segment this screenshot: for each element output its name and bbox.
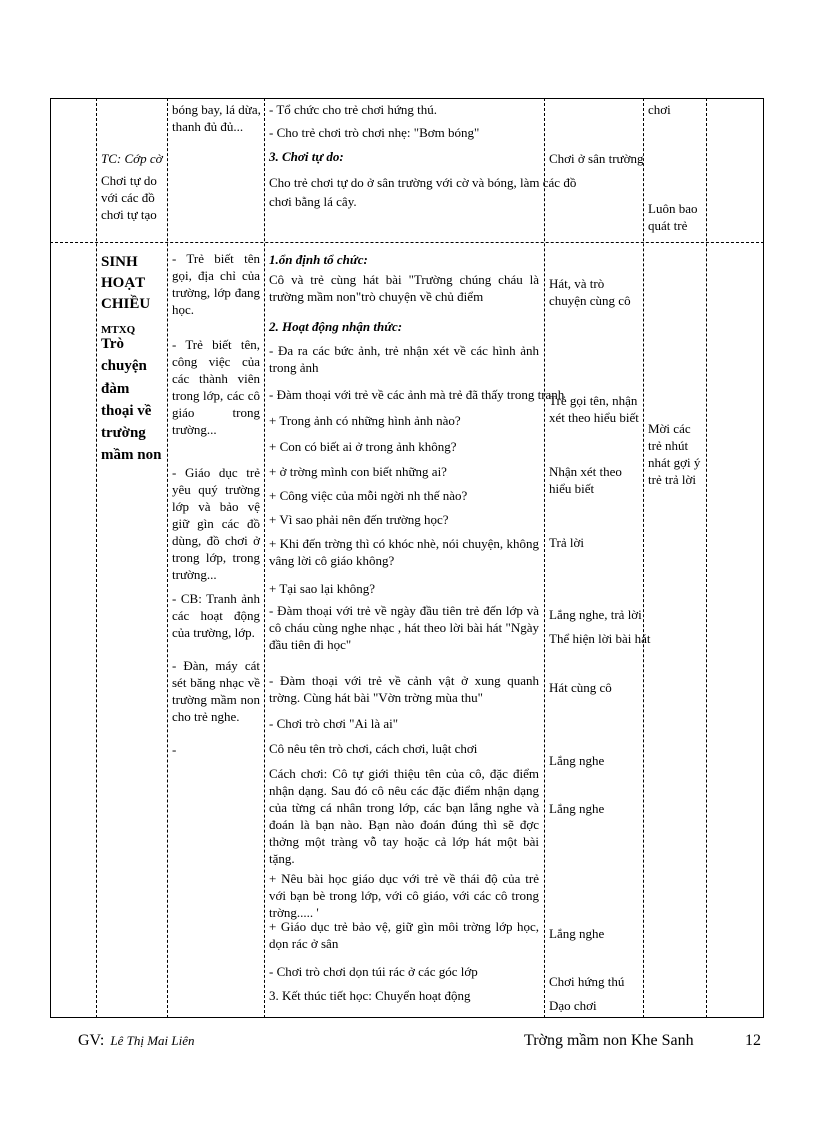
- section-heading: 3. Chơi tự do:: [269, 149, 344, 164]
- teacher-label: GV:: [78, 1032, 105, 1049]
- row1-text: quát trẻ: [648, 218, 688, 233]
- activity-line: - Đàm thoại với trẻ về cảnh vật ở xung quanh trờng. Cùng hát bài "Vờn trờng mùa thu": [269, 673, 539, 705]
- child-activity: Lắng nghe: [549, 801, 605, 816]
- activity-line: - Đàm thoại với trẻ về các ảnh mà trẻ đã thấy trong tranh: [269, 387, 565, 402]
- row1-text: Cho trẻ chơi tự do ở sân trường với cờ và bóng, làm các đồ: [269, 175, 577, 190]
- child-activity: Lắng nghe: [549, 926, 605, 941]
- title-line: SINH: [101, 254, 138, 270]
- row1-text: - Tổ chức cho trẻ chơi hứng thú.: [269, 102, 438, 117]
- activity-line: Cô nêu tên trò chơi, cách chơi, luật chơi: [269, 741, 478, 756]
- activity-line: - Chơi trò chơi "Ai là ai": [269, 716, 399, 731]
- column-divider: [643, 98, 644, 1018]
- activity-line: - Đa ra các bức ảnh, trẻ nhận xét về các hình ảnh trong ảnh: [269, 343, 539, 375]
- child-activity: Dạo chơi: [549, 998, 597, 1013]
- goal-item: -: [172, 742, 177, 757]
- table-top-border: [50, 98, 764, 99]
- topic-line: chuyện: [101, 358, 147, 374]
- row1-text: chơi: [648, 102, 671, 117]
- row1-text: bóng bay, lá dừa,: [172, 102, 261, 117]
- child-activity: Thể hiện lời bài hát: [549, 631, 651, 646]
- child-activity: Trả lời: [549, 535, 584, 550]
- table-bottom-border: [50, 1017, 764, 1018]
- topic-line: Trò: [101, 336, 125, 352]
- child-activity: Chơi hứng thú: [549, 974, 625, 989]
- column-divider: [706, 98, 707, 1018]
- note-line: nhát gợi ý: [648, 455, 701, 470]
- activity-line: + Tại sao lại không?: [269, 581, 376, 596]
- row1-text: Luôn bao: [648, 201, 698, 216]
- activity-line: - Chơi trò chơi dọn túi rác ở các góc lớp: [269, 964, 478, 979]
- footer-school: Trờng mầm non Khe Sanh: [524, 1032, 694, 1049]
- subject-label: MTXQ: [101, 324, 136, 336]
- goal-item: - Đàn, máy cát sét băng nhạc về trường mầm non cho trẻ nghe.: [172, 658, 260, 724]
- activity-line: + ở trờng mình con biết những ai?: [269, 464, 447, 479]
- topic-line: mầm non: [101, 447, 162, 463]
- topic-line: trường: [101, 425, 146, 441]
- teacher-name: Lê Thị Mai Liên: [110, 1033, 195, 1048]
- activity-line: + Giáo dục trẻ bảo vệ, giữ gìn môi trờng lớp học, dọn rác ở sân: [269, 919, 539, 951]
- row1-text: - Cho trẻ chơi trò chơi nhẹ: "Bơm bóng": [269, 125, 480, 140]
- topic-line: thoại về: [101, 403, 152, 419]
- note-line: trẻ nhút: [648, 438, 689, 453]
- activity-line: 3. Kết thúc tiết học: Chuyển hoạt động: [269, 988, 471, 1003]
- activity-line: - Đàm thoại với trẻ về ngày đầu tiên trẻ đến lớp và cô cháu cùng nghe nhạc , hát theo lời bài hát "Ngày đầu tiên đi học": [269, 603, 539, 652]
- row1-text: với các đồ: [101, 190, 155, 205]
- child-activity: Lắng nghe, trả lời: [549, 607, 642, 622]
- child-activity: Lắng nghe: [549, 753, 605, 768]
- note-line: Mời các: [648, 421, 691, 436]
- goal-item: - CB: Tranh ảnh các hoạt động của trường, lớp.: [172, 591, 260, 640]
- row1-text: thanh đủ đủ...: [172, 119, 244, 134]
- section-heading: 2. Hoạt động nhận thức:: [269, 319, 403, 334]
- row1-text: Chơi tự do: [101, 173, 157, 188]
- row-divider: [50, 242, 764, 243]
- section-heading: 1.ổn định tổ chức:: [269, 252, 368, 267]
- title-line: CHIỀU: [101, 296, 151, 312]
- game-title: TC: Cớp cờ: [101, 151, 163, 166]
- child-activity: Hát, và trò chuyện cùng cô: [549, 276, 631, 308]
- activity-line: Cô và trẻ cùng hát bài "Trường chúng cháu là trường mầm non"trò chuyện về chủ điểm: [269, 272, 539, 304]
- row1-text: chơi tự tạo: [101, 207, 157, 222]
- footer-teacher: [78, 1032, 195, 1050]
- row1-text: chơi bằng lá cây.: [269, 194, 357, 209]
- goal-item: - Giáo dục trẻ yêu quý trường lớp và bảo vệ giữ gìn các đồ dùng, đồ chơi ở trong lớp, trong trường...: [172, 465, 260, 582]
- activity-line: + Vì sao phải nên đến trường học?: [269, 512, 449, 527]
- activity-line: + Công việc của mỗi ngời nh thế nào?: [269, 488, 468, 503]
- column-divider: [96, 98, 97, 1018]
- activity-line: Cách chơi: Cô tự giới thiệu tên của cô, đặc điểm nhận dạng. Sau đó cô nêu các đặc điểm nhận dạng của từng cá nhân trong lớp, các bạn lắng nghe và đoán là bạn nào. Bạn nào đoán đúng thì sẽ đợc thởng một tràng vỗ tay hoặc cả lớp hát một bài tặng.: [269, 766, 539, 866]
- child-activity: Nhận xét theo hiểu biết: [549, 464, 622, 496]
- activity-line: + Khi đến trờng thì có khóc nhè, nói chuyện, không vâng lời cô giáo không?: [269, 536, 539, 568]
- topic-line: đàm: [101, 381, 130, 397]
- column-divider: [167, 98, 168, 1018]
- title-line: HOẠT: [101, 275, 146, 291]
- goal-item: - Trẻ biết tên, công việc của các thành viên trong lớp, các cô giáo trong trường...: [172, 337, 260, 437]
- goal-item: - Trẻ biết tên gọi, địa chỉ của trường, lớp đang học.: [172, 251, 260, 317]
- activity-line: + Con có biết ai ở trong ảnh không?: [269, 439, 457, 454]
- child-activity: Hát cùng cô: [549, 680, 612, 695]
- activity-line: + Nêu bài học giáo dục với trẻ về thái độ của trẻ với bạn bè trong lớp, với cô giáo, với các cô trong trờng..... ': [269, 871, 539, 920]
- column-divider: [544, 98, 545, 1018]
- page-number: 12: [745, 1032, 761, 1049]
- row1-child-activity: Chơi ở sân trường: [549, 151, 644, 166]
- note-line: trẻ trả lời: [648, 472, 697, 487]
- column-divider: [264, 98, 265, 1018]
- activity-line: + Trong ảnh có những hình ảnh nào?: [269, 413, 461, 428]
- child-activity: Trẻ gọi tên, nhận xét theo hiểu biết: [549, 393, 639, 425]
